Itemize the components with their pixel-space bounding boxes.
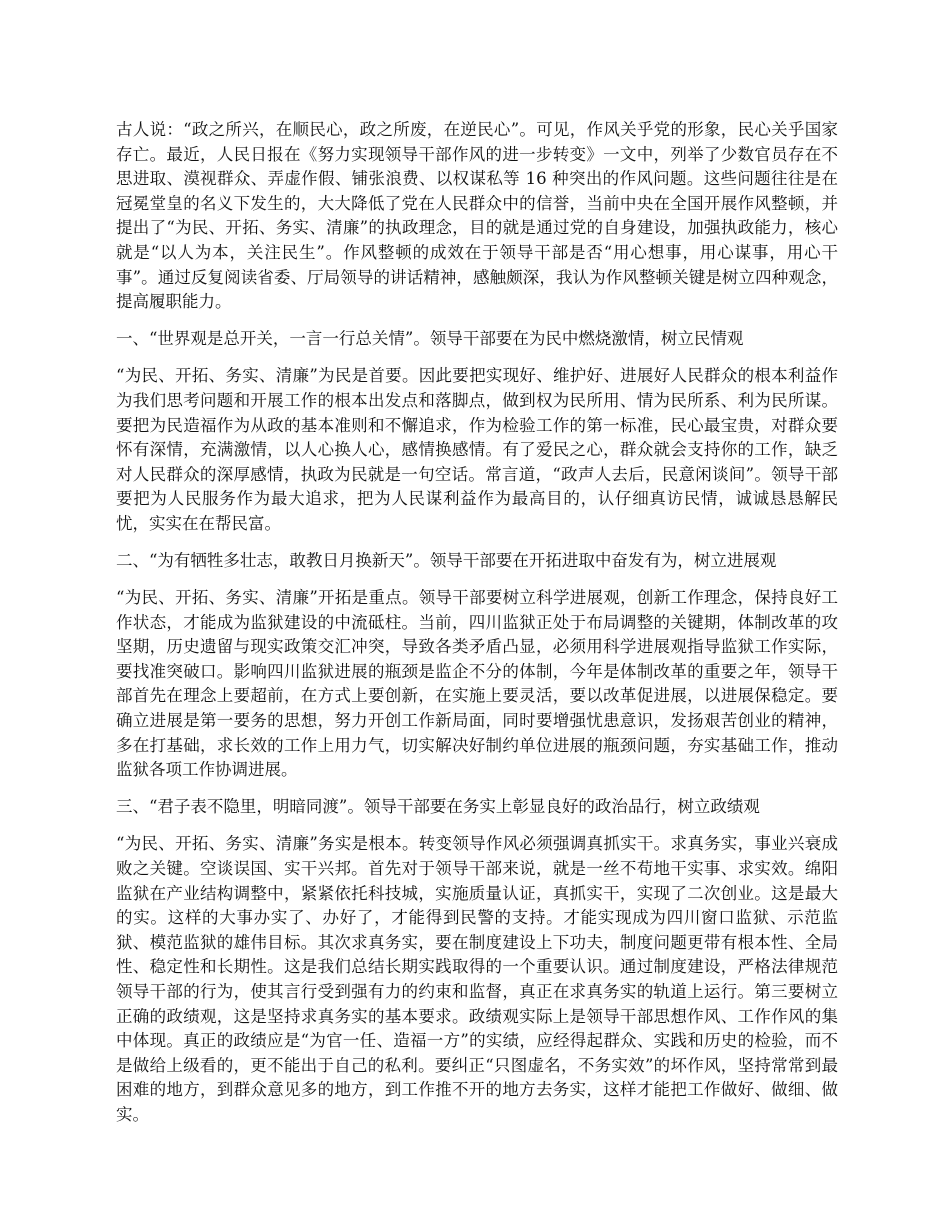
section-1-body: “为民、开拓、务实、清廉”为民是首要。因此要把实现好、维护好、进展好人民群众的根本利益作为我们思考问题和开展工作的根本出发点和落脚点，做到权为民所用、情为民所系、利为民所谋。要把为民造福作为从政的基本准则和不懈追求，作为检验工作的第一标准，民心最宝贵，对群众要怀有深情，充满激情，以人心换人心，感情换感情。有了爱民之心，群众就会支持你的工作，缺乏对人民群众的深厚感情，执政为民就是一句空话。常言道，“政声人去后，民意闲谈间”。领导干部要把为人民服务作为最大追求，把为人民谋利益作为最高目的，认仔细真访民情，诚诚恳恳解民忧，实实在在帮民富。 [116,366,838,533]
section-1-heading: 一、“世界观是总开关，一言一行总关情”。领导干部要在为民中燃烧激情，树立民情观 [116,329,744,349]
section-2-body: “为民、开拓、务实、清廉”开拓是重点。领导干部要树立科学进展观，创新工作理念，保持良好工作状态，才能成为监狱建设的中流砥柱。当前，四川监狱正处于布局调整的关键期，体制改革的攻坚期，历史遗留与现实政策交汇冲突，导致各类矛盾凸显，必须用科学进展观指导监狱工作实际，要找准突破口。影响四川监狱进展的瓶颈是监企不分的体制，今年是体制改革的重要之年，领导干部首先在理念上要超前，在方式上要创新，在实施上要灵活，要以改革促进展，以进展保稳定。要确立进展是第一要务的思想，努力开创工作新局面，同时要增强忧患意识，发扬艰苦创业的精神，多在打基础，求长效的工作上用力气，切实解决好制约单位进展的瓶颈问题，夯实基础工作，推动监狱各项工作协调进展。 [116,588,838,780]
section-2-heading: 二、“为有牺牲多壮志，敢教日月换新天”。领导干部要在开拓进取中奋发有为，树立进展观 [116,551,777,570]
section-3-body: “为民、开拓、务实、清廉”务实是根本。转变领导作风必须强调真抓实干。求真务实，事业兴衰成败之关键。空谈误国、实干兴邦。首先对于领导干部来说，就是一丝不苟地干实事、求实效。绵阳监狱在产业结构调整中，紧紧依托科技城，实施质量认证，真抓实干，实现了二次创业。这是最大的实。这样的大事办实了、办好了，才能得到民警的支持。才能实现成为四川窗口监狱、示范监狱、模范监狱的雄伟目标。其次求真务实，要在制度建设上下功夫，制度问题更带有根本性、全局性、稳定性和长期性。这是我们总结长期实践取得的一个重要认识。通过制度建设，严格法律规范领导干部的行为，使其言行受到强有力的约束和监督，真正在求真务实的轨道上运行。第三要树立正确的政绩观，这是坚持求真务实的基本要求。政绩观实际上是领导干部思想作风、工作作风的集中体现。真正的政绩应是“为官一任、造福一方”的实绩，应经得起群众、实践和历史的检验，而不是做给上级看的，更不能出于自己的私利。要纠正“只图虚名，不务实效”的坏作风，坚持常常到最困难的地方，到群众意见多的地方，到工作推不开的地方去务实，这样才能把工作做好、做细、做实。 [116,834,838,1124]
document-page [116,118,838,1140]
intro-paragraph: 古人说：“政之所兴，在顺民心，政之所废，在逆民心”。可见，作风关乎党的形象，民心关乎国家存亡。最近，人民日报在《努力实现领导干部作风的进一步转变》一文中，列举了少数官员存在不思进取、漠视群众、弄虚作假、铺张浪费、以权谋私等 16 种突出的作风问题。这些问题往往是在冠冕堂皇的名义下发生的，大大降低了党在人民群众中的信誉，当前中央在全国开展作风整顿，并提出了“为民、开拓、务实、清廉”的执政理念，目的就是通过党的自身建设，加强执政能力，核心就是“以人为本，关注民生”。作风整顿的成效在于领导干部是否“用心想事，用心谋事，用心干事”。通过反复阅读省委、厅局领导的讲话精神，感触颇深，我认为作风整顿关键是树立四种观念，提高履职能力。 [116,120,838,312]
section-3-heading: 三、“君子表不隐里，明暗同渡”。领导干部要在务实上彰显良好的政治品行，树立政绩观 [116,797,760,817]
